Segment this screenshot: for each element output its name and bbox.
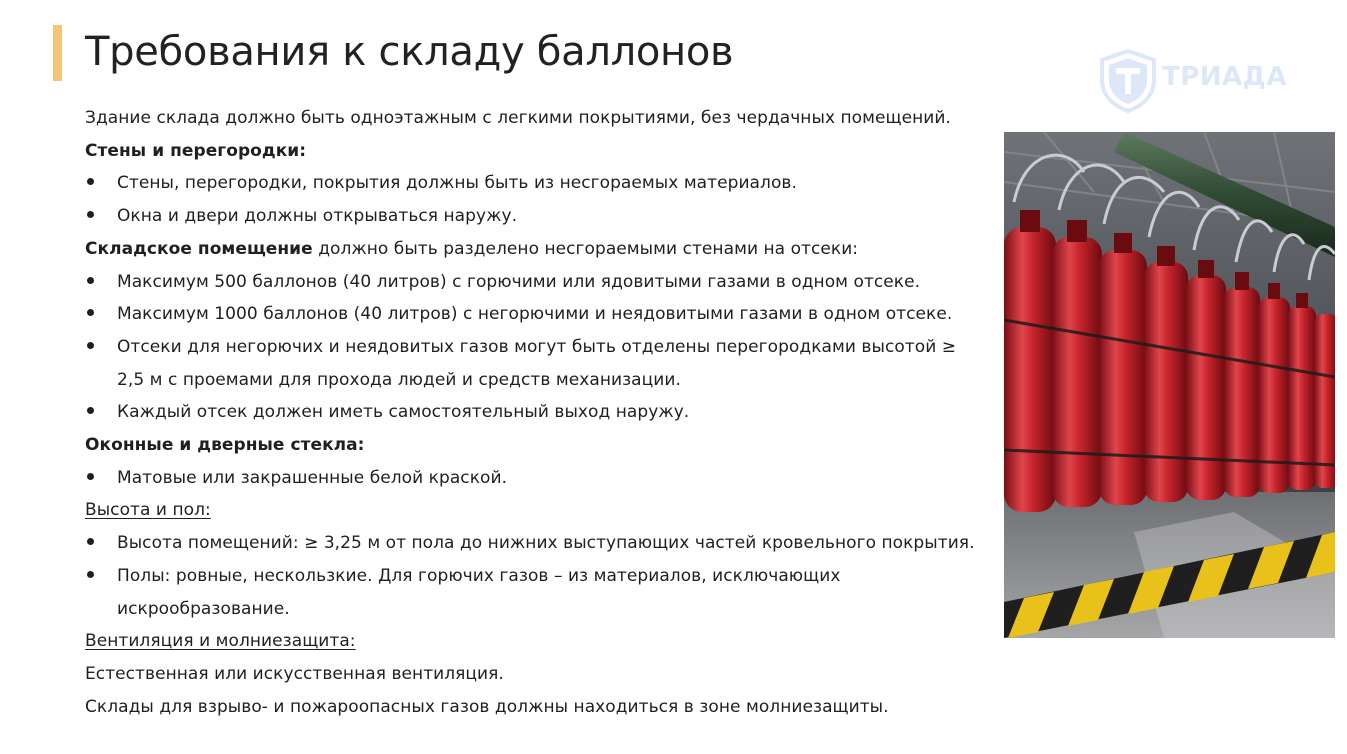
title-accent-bar	[53, 25, 62, 81]
requirements-content	[85, 102, 990, 723]
list-item: Максимум 1000 баллонов (40 литров) с негорючими и неядовитыми газами в одном отсеке.	[85, 298, 990, 331]
list-item: Стены, перегородки, покрытия должны быть из несгораемых материалов.	[85, 167, 990, 200]
intro-text: Здание склада должно быть одноэтажным с легкими покрытиями, без чердачных помещений.	[85, 108, 951, 128]
glass-list	[85, 462, 990, 495]
walls-list	[85, 167, 990, 232]
storage-list	[85, 266, 990, 430]
ventilation-text: Естественная или искусственная вентиляция.	[85, 663, 504, 684]
lightning-text: Склады для взрыво- и пожароопасных газов должны находиться в зоне молниезащиты.	[85, 696, 889, 717]
company-logo	[1098, 48, 1288, 114]
list-item: Максимум 500 баллонов (40 литров) с горючими или ядовитыми газами в одном отсеке.	[85, 266, 990, 299]
walls-heading: Стены и перегородки:	[85, 140, 307, 161]
storage-heading-rest: должно быть разделено несгораемыми стенами на отсеки:	[312, 238, 859, 259]
list-item: Каждый отсек должен иметь самостоятельный выход наружу.	[85, 396, 990, 429]
list-item: Окна и двери должны открываться наружу.	[85, 200, 990, 233]
list-item: Полы: ровные, нескользкие. Для горючих газов – из материалов, исключающих искрообразование.	[85, 560, 907, 625]
gas-cylinders-photo	[1004, 132, 1335, 638]
glass-heading: Оконные и дверные стекла:	[85, 435, 365, 456]
list-item: Матовые или закрашенные белой краской.	[85, 462, 990, 495]
page-title: Требования к складу баллонов	[85, 29, 734, 75]
logo-text: ТРИАДА	[1162, 62, 1287, 92]
shield-t-logo-icon	[1098, 48, 1158, 114]
ventilation-heading: Вентиляция и молниезащита:	[85, 631, 356, 652]
storage-heading-bold: Складское помещение	[85, 238, 313, 259]
height-list	[85, 527, 990, 625]
list-item: Высота помещений: ≥ 3,25 м от пола до нижних выступающих частей кровельного покрытия.	[85, 527, 990, 560]
height-heading: Высота и пол:	[85, 500, 211, 521]
list-item: Отсеки для негорючих и неядовитых газов могут быть отделены перегородками высотой ≥ 2,5 м с проемами для прохода людей и средств механизации.	[85, 331, 987, 396]
storage-heading	[85, 233, 990, 266]
